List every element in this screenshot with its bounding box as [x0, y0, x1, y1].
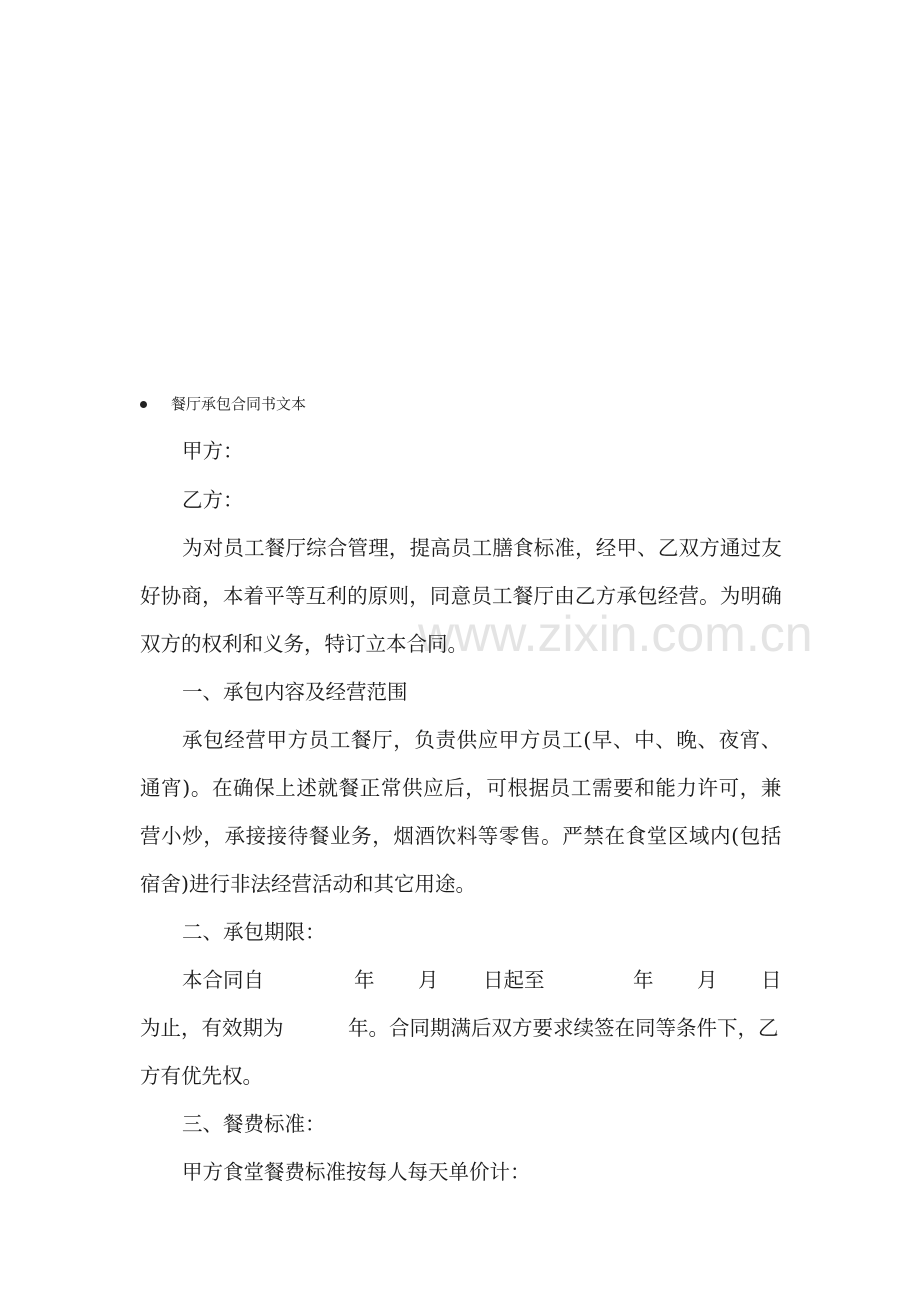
- intro-line-3: [140, 629, 782, 659]
- section1-text-1: 承包经营甲方员工餐厅，负责供应甲方员工(早、中、晚、夜宵、: [182, 728, 782, 752]
- intro-text-1: 为对员工餐厅综合管理，提高员工膳食标准，经甲、乙双方通过友: [182, 536, 782, 560]
- intro-text-3: 双方的权利和义务，特订立本合同。: [140, 632, 468, 656]
- end-month-label: 月: [697, 968, 718, 992]
- section2-term-line: [140, 1013, 782, 1043]
- party-a-label: 甲方：: [182, 439, 244, 463]
- section3-heading: 三、餐费标准：: [182, 1112, 326, 1136]
- contract-from-label: 本合同自: [182, 968, 264, 992]
- section2-priority-line: 方有优先权。: [140, 1064, 263, 1088]
- section1-line-3: [140, 821, 782, 851]
- start-month-label: 月: [418, 968, 439, 992]
- section1-line-1: [182, 725, 782, 755]
- intro-line-2: [140, 581, 782, 611]
- document-title: 餐厅承包合同书文本: [171, 394, 307, 413]
- section1-line-2: [140, 773, 782, 803]
- party-b-label: 乙方：: [182, 488, 244, 512]
- intro-text-2: 好协商，本着平等互利的原则，同意员工餐厅由乙方承包经营。为明确: [140, 584, 782, 608]
- section1-heading: 一、承包内容及经营范围: [182, 680, 408, 704]
- section3-body: 甲方食堂餐费标准按每人每天单价计：: [182, 1160, 531, 1184]
- section1-text-3: 营小炒，承接接待餐业务，烟酒饮料等零售。严禁在食堂区域内(包括: [140, 824, 782, 848]
- start-year-label: 年: [354, 968, 375, 992]
- section1-line-4: [140, 869, 782, 899]
- end-day-label: 日: [761, 968, 782, 992]
- start-day-to-label: 日起至: [483, 968, 545, 992]
- section1-text-4: 宿舍)进行非法经营活动和其它用途。: [140, 872, 476, 896]
- section2-heading: 二、承包期限：: [182, 920, 326, 944]
- bullet-heading: [140, 392, 306, 414]
- term-rest: 年。合同期满后双方要求续签在同等条件下，乙: [348, 1016, 779, 1040]
- intro-line-1: [182, 533, 782, 563]
- section1-text-2: 通宵)。在确保上述就餐正常供应后，可根据员工需要和能力许可，兼: [140, 776, 782, 800]
- watermark-text: www.zixin.com.cn: [418, 606, 813, 662]
- bullet-dot-icon: [140, 401, 147, 408]
- term-prefix: 为止，有效期为: [140, 1016, 284, 1040]
- end-year-label: 年: [633, 968, 654, 992]
- section2-date-line: [140, 965, 782, 995]
